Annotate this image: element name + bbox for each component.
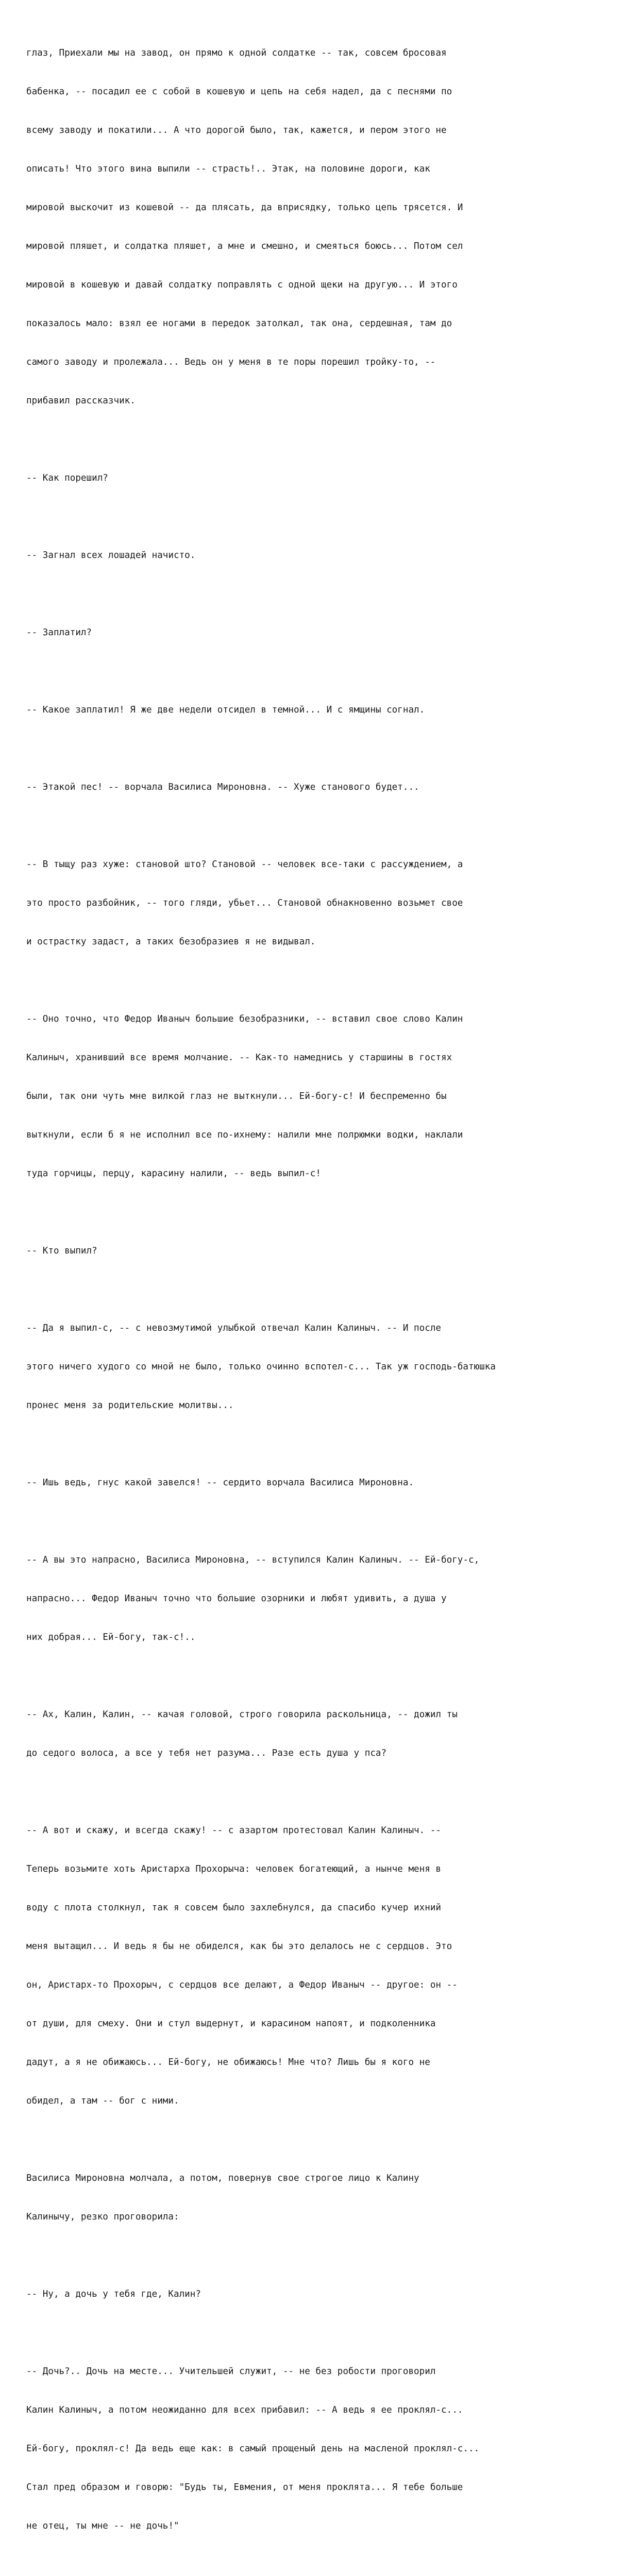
text-line: -- А вот и скажу, и всегда скажу! -- с азартом протестовал Калин Калиныч. -- <box>26 1825 442 1836</box>
document-page <box>26 21 629 2576</box>
text-line: туда горчицы, перцу, карасину налили, -- ведь выпил-с! <box>26 1168 321 1179</box>
text-line: обидел, а там -- бог с ними. <box>26 2096 179 2106</box>
text-line: не отец, ты мне -- не дочь!" <box>26 2521 179 2531</box>
paragraph-9 <box>26 1219 629 1283</box>
text-line: Калиныч, хранивший все время молчание. -- Как-то намеднись у старшины в гостях <box>26 1053 452 1063</box>
paragraph-2 <box>26 446 629 511</box>
paragraph-3 <box>26 523 629 588</box>
text-line: мировой в кошевую и давай солдатку поправлять с одной щеки на другую... И этого <box>26 280 458 290</box>
text-line: прибавил рассказчик. <box>26 396 136 406</box>
text-line: описать! Что этого вина выпили -- страсть!.. Этак, на половине дороги, как <box>26 164 430 174</box>
text-line: он, Аристарх-то Прохорыч, с сердцов все делают, а Федор Иваныч -- другое: он -- <box>26 1980 458 1990</box>
paragraph-7 <box>26 833 629 974</box>
text-line: Теперь возьмите хоть Аристарха Прохорыча: человек богатеющий, а нынче меня в <box>26 1864 442 1874</box>
paragraph-17 <box>26 2340 629 2558</box>
text-line: показалось мало: взял ее ногами в передок затолкал, так она, сердешная, там до <box>26 318 452 329</box>
paragraph-10 <box>26 1296 629 1438</box>
text-line: самого заводу и пролежала... Ведь он у меня в те поры порешил тройку-то, -- <box>26 357 436 367</box>
text-line: Ей-богу, проклял-с! Да ведь еще как: в самый прощеный день на масленой проклял-с... <box>26 2444 480 2454</box>
text-line: Калин Калиныч, а потом неожиданно для всех прибавил: -- А ведь я ее проклял-с... <box>26 2405 463 2415</box>
text-line: -- Ну, а дочь у тебя где, Калин? <box>26 2289 201 2299</box>
paragraph-8 <box>26 987 629 1206</box>
text-line: мировой выскочит из кошевой -- да плясать, да вприсядку, только цепь трясется. И <box>26 202 463 213</box>
text-line: -- Дочь?.. Дочь на месте... Учительшей служит, -- не без робости проговорил <box>26 2366 436 2377</box>
paragraph-18 <box>26 2571 629 2576</box>
text-line: этого ничего худого со мной не было, только очинно вспотел-с... Так уж господь-батюшка <box>26 1362 496 1372</box>
text-line: -- Как порешил? <box>26 473 108 483</box>
text-line: напрасно... Федор Иваныч точно что большие озорники и любят удивить, а душа у <box>26 1594 447 1604</box>
paragraph-13 <box>26 1683 629 1786</box>
text-line: и острастку задаст, а таких безобразиев я не видывал. <box>26 937 316 947</box>
paragraph-11 <box>26 1451 629 1515</box>
text-line: Василиса Мироновна молчала, а потом, повернув свое строгое лицо к Калину <box>26 2173 419 2183</box>
text-line: всему заводу и покатили... А что дорогой было, так, кажется, и пером этого не <box>26 125 447 135</box>
paragraph-4 <box>26 601 629 665</box>
text-line: -- Загнал всех лошадей начисто. <box>26 550 196 561</box>
text-line: -- Кто выпил? <box>26 1246 97 1256</box>
text-line: -- В тыщу раз хуже: становой што? Становой -- человек все-таки с рассуждением, а <box>26 859 463 870</box>
text-line: -- Какое заплатил! Я же две недели отсидел в темной... И с ямщины согнал. <box>26 705 425 715</box>
text-line: бабенка, -- посадил ее с собой в кошевую и цепь на себя надел, да с песнями по <box>26 87 452 97</box>
paragraph-14 <box>26 1799 629 2133</box>
text-line: от души, для смеху. Они и стул выдернут, и карасином напоят, и подколенника <box>26 2019 436 2029</box>
paragraph-5 <box>26 678 629 742</box>
paragraph-12 <box>26 1528 629 1670</box>
text-line: меня вытащил... И ведь я бы не обиделся, как бы это делалось не с сердцов. Это <box>26 1941 452 1952</box>
text-line: выткнули, если б я не исполнил все по-ихнему: налили мне полрюмки водки, наклали <box>26 1130 463 1140</box>
text-line: пронес меня за родительские молитвы... <box>26 1400 234 1411</box>
text-line: -- Заплатил? <box>26 628 92 638</box>
text-line: Стал пред образом и говорю: "Будь ты, Евмения, от меня проклята... Я тебе больше <box>26 2482 463 2493</box>
text-line: них добрая... Ей-богу, так-с!.. <box>26 1632 196 1642</box>
text-line: -- А вы это напрасно, Василиса Мироновна, -- вступился Калин Калиныч. -- Ей-богу-с, <box>26 1555 480 1565</box>
paragraph-15 <box>26 2146 629 2249</box>
text-line: -- Да я выпил-с, -- с невозмутимой улыбкой отвечал Калин Калиныч. -- И после <box>26 1323 442 1333</box>
text-line: были, так они чуть мне вилкой глаз не выткнули... Ей-богу-с! И беспременно бы <box>26 1091 447 1101</box>
paragraph-16 <box>26 2262 629 2327</box>
text-line: это просто разбойник, -- того гляди, убьет... Становой обнакновенно возьмет свое <box>26 898 463 908</box>
paragraph-1 <box>26 21 629 433</box>
text-line: дадут, а я не обижаюсь... Ей-богу, не обижаюсь! Мне что? Лишь бы я кого не <box>26 2057 430 2067</box>
paragraph-6 <box>26 755 629 820</box>
text-line: воду с плота столкнул, так я совсем было захлебнулся, да спасибо кучер ихний <box>26 1903 442 1913</box>
text-line: Калинычу, резко проговорила: <box>26 2212 179 2222</box>
text-line: -- Оно точно, что Федор Иваныч большие безобразники, -- вставил свое слово Калин <box>26 1014 463 1024</box>
text-line: до седого волоса, а все у тебя нет разума... Разе есть душа у пса? <box>26 1748 387 1758</box>
text-line: -- Этакой пес! -- ворчала Василиса Мироновна. -- Хуже станового будет... <box>26 782 419 792</box>
text-line: -- Ишь ведь, гнус какой завелся! -- сердито ворчала Василиса Мироновна. <box>26 1478 414 1488</box>
text-line: -- Ах, Калин, Калин, -- качая головой, строго говорила раскольница, -- дожил ты <box>26 1709 458 1720</box>
text-line: глаз, Приехали мы на завод, он прямо к одной солдатке -- так, совсем бросовая <box>26 48 447 58</box>
text-line: мировой пляшет, и солдатка пляшет, а мне и смешно, и смеяться боюсь... Потом сел <box>26 241 463 251</box>
